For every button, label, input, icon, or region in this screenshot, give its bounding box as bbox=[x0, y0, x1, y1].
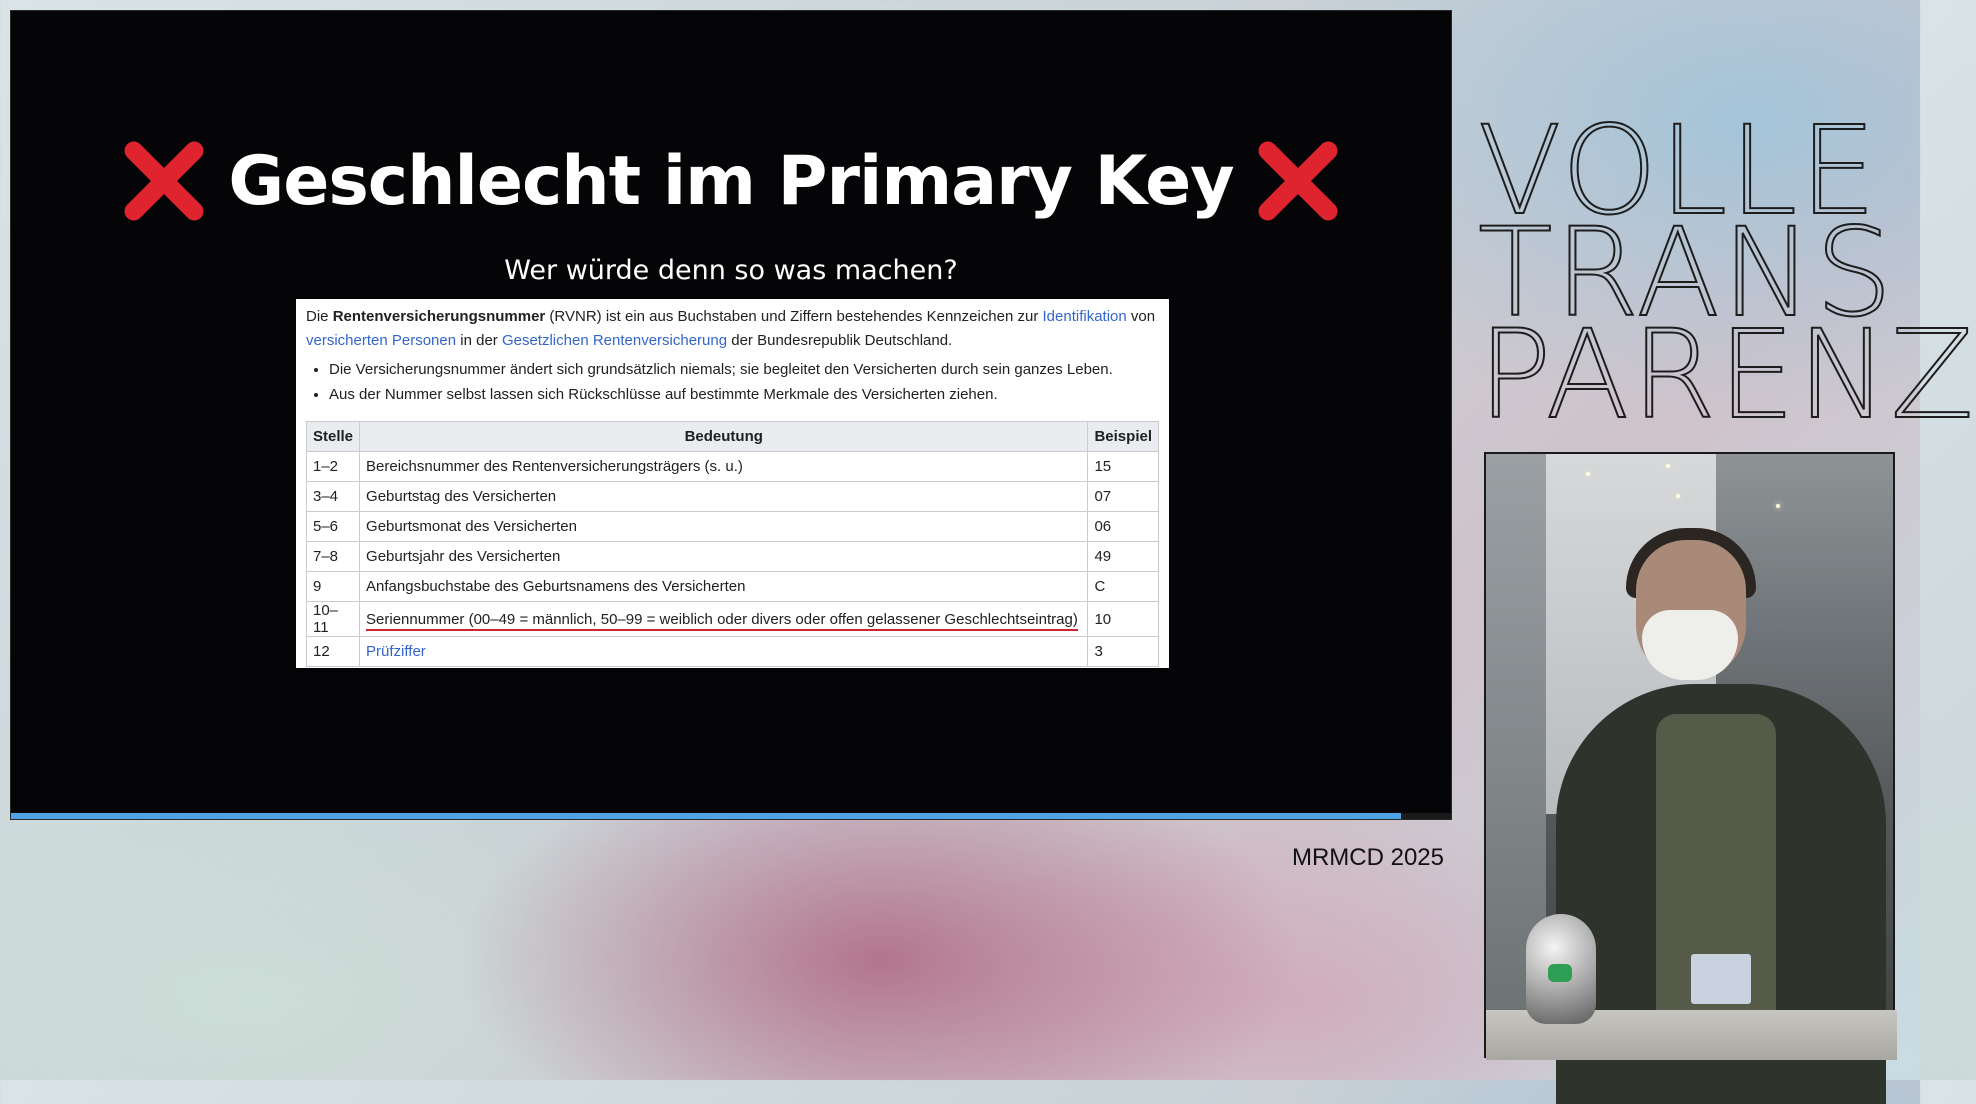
cell-example: 15 bbox=[1088, 452, 1159, 482]
header-bedeutung: Bedeutung bbox=[360, 422, 1088, 452]
event-logo bbox=[1478, 100, 1976, 446]
logo-line: TRANS bbox=[1478, 202, 1895, 344]
slide-title-row bbox=[11, 139, 1451, 223]
lanyard-badge bbox=[1691, 954, 1751, 1004]
header-beispiel: Beispiel bbox=[1088, 422, 1159, 452]
table-header-row bbox=[307, 422, 1159, 452]
fairy-light bbox=[1586, 472, 1590, 476]
fairy-light bbox=[1666, 464, 1670, 468]
link-gesetzliche-rentenversicherung[interactable]: Gesetzlichen Rentenversicherung bbox=[501, 332, 728, 349]
table-row bbox=[307, 637, 1159, 667]
cell-example: 10 bbox=[1088, 602, 1159, 637]
cell-example: 49 bbox=[1088, 542, 1159, 572]
cell-position: 9 bbox=[307, 572, 360, 602]
cell-example: 07 bbox=[1088, 482, 1159, 512]
table-row bbox=[307, 542, 1159, 572]
intro-text: in der bbox=[456, 332, 502, 349]
rvnr-table bbox=[306, 421, 1159, 667]
intro-text: von bbox=[1126, 308, 1156, 325]
slide-title: Geschlecht im Primary Key bbox=[228, 141, 1234, 221]
cell-meaning: Geburtsjahr des Versicherten bbox=[360, 542, 1088, 572]
cell-example: 3 bbox=[1088, 637, 1159, 667]
cell-meaning bbox=[360, 637, 1088, 667]
link-identifikation[interactable]: Identifikation bbox=[1042, 308, 1127, 325]
intro-bold-term: Rentenversicherungsnummer bbox=[332, 308, 546, 325]
conference-label: MRMCD 2025 bbox=[1291, 844, 1444, 871]
face-mask bbox=[1642, 610, 1738, 680]
link-pruefziffer[interactable]: Prüfziffer bbox=[366, 643, 426, 660]
slide-subtitle: Wer würde denn so was machen? bbox=[504, 255, 958, 286]
cell-meaning-underlined bbox=[360, 602, 1088, 637]
cell-position: 7–8 bbox=[307, 542, 360, 572]
slide-progress-track bbox=[11, 813, 1451, 819]
cell-position: 5–6 bbox=[307, 512, 360, 542]
cell-position: 10–11 bbox=[307, 602, 360, 637]
slide-progress-fill bbox=[11, 813, 1401, 819]
cell-position: 3–4 bbox=[307, 482, 360, 512]
fairy-light bbox=[1776, 504, 1780, 508]
cell-meaning: Anfangsbuchstabe des Geburtsnamens des Versicherten bbox=[360, 572, 1088, 602]
header-stelle: Stelle bbox=[307, 422, 360, 452]
intro-paragraph bbox=[306, 305, 1159, 353]
logo-line: VOLLE bbox=[1478, 100, 1879, 242]
bullet-item: • Aus der Nummer selbst lassen sich Rückschlüsse auf bestimmte Merkmale des Versicherten ziehen. bbox=[329, 382, 1159, 407]
cell-example: C bbox=[1088, 572, 1159, 602]
intro-text: der Bundesrepublik Deutschland. bbox=[727, 332, 953, 349]
intro-text: (RVNR) ist ein aus Buchstaben und Ziffern bestehendes Kennzeichen zur bbox=[545, 308, 1043, 325]
cell-meaning: Geburtstag des Versicherten bbox=[360, 482, 1088, 512]
table-row-highlighted bbox=[307, 602, 1159, 637]
table-row bbox=[307, 512, 1159, 542]
presentation-slide bbox=[10, 10, 1452, 820]
cross-mark-icon bbox=[122, 139, 206, 223]
table-row bbox=[307, 452, 1159, 482]
logo-line: PARENZ bbox=[1478, 304, 1976, 446]
underlined-text: Seriennummer (00–49 = männlich, 50–99 = weiblich oder divers oder offen gelassener Geschlechtseintrag) bbox=[366, 611, 1078, 631]
fairy-light bbox=[1676, 494, 1680, 498]
intro-text: Die bbox=[306, 308, 333, 325]
bullet-list bbox=[306, 357, 1159, 407]
table-row bbox=[307, 572, 1159, 602]
speaker-camera-feed bbox=[1484, 452, 1895, 1058]
link-versicherte-personen[interactable]: versicherten Personen bbox=[306, 332, 457, 349]
wikipedia-excerpt bbox=[296, 299, 1169, 668]
cell-meaning: Bereichsnummer des Rentenversicherungsträgers (s. u.) bbox=[360, 452, 1088, 482]
cell-position: 1–2 bbox=[307, 452, 360, 482]
lucky-cat-badge bbox=[1548, 964, 1572, 982]
bullet-item: • Die Versicherungsnummer ändert sich grundsätzlich niemals; sie begleitet den Versicherten durch sein ganzes Leben. bbox=[329, 357, 1159, 382]
cell-example: 06 bbox=[1088, 512, 1159, 542]
table-row bbox=[307, 482, 1159, 512]
cross-mark-icon bbox=[1256, 139, 1340, 223]
cell-position: 12 bbox=[307, 637, 360, 667]
cell-meaning: Geburtsmonat des Versicherten bbox=[360, 512, 1088, 542]
